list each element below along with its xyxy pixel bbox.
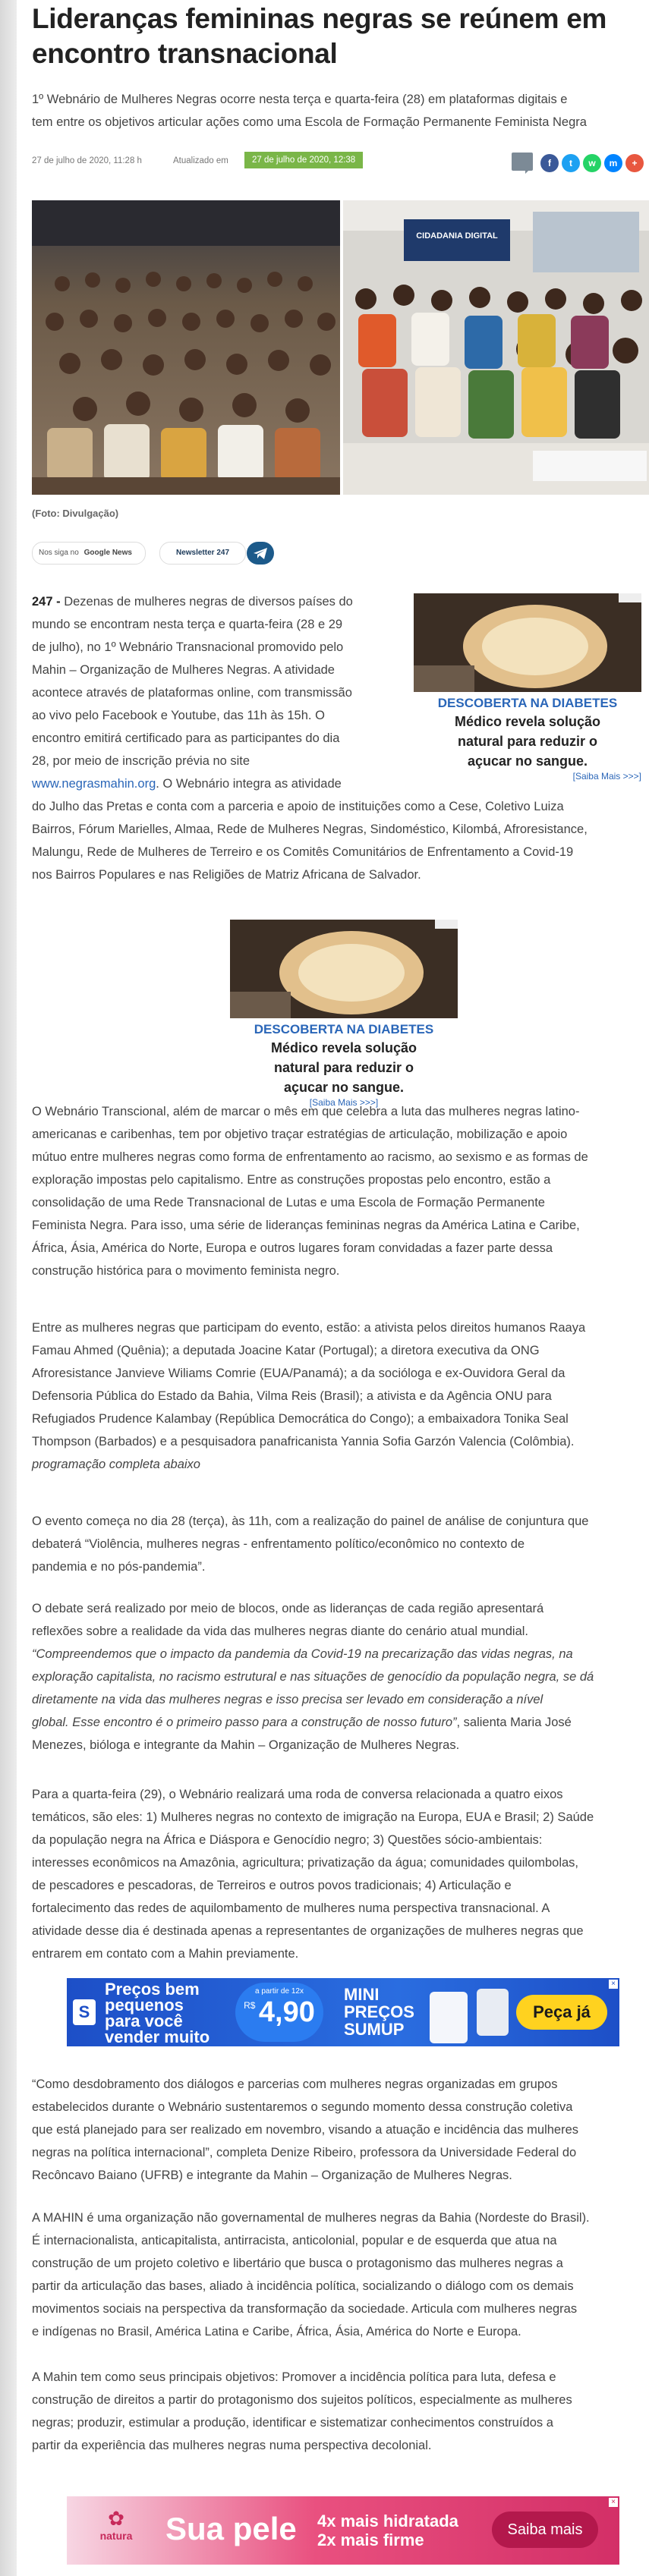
natura-benefits xyxy=(317,2512,458,2549)
p3-line: Afroresistance Janvieve Wiliams Comrie (EUA/Panamá); a da socióloga e ex-Ouvidora Geral da xyxy=(32,1367,566,1380)
p2-line: construção histórica para o movimento feminista negro. xyxy=(32,1264,340,1278)
p7-line: negras na política internacional”, completa Denize Ribeiro, professora da Universidade Federal do xyxy=(32,2146,577,2159)
ad-line: açucar no sangue. xyxy=(467,753,588,769)
ad-title: DESCOBERTA NA DIABETES xyxy=(437,696,618,710)
sumup-headline-line: vender muito xyxy=(105,2027,210,2046)
p8-line: e indígenas no Brasil, América Latina e Caribe, África, Ásia, América do Norte e Europa. xyxy=(32,2325,521,2339)
updated-date-badge: 27 de julho de 2020, 12:38 xyxy=(244,152,363,168)
p3-line: Entre as mulheres negras que participam do evento, estão: a ativista pelos direitos humanos Raaya xyxy=(32,1321,586,1335)
quote-line: exploração capitalista, no racismo estrutural e nas situações de genocídio da população negra, se dá xyxy=(32,1670,594,1684)
p3-line: Refugiados Prudence Kalambay (República Democrática do Congo); a embaixadora Tonika Seal xyxy=(32,1412,569,1426)
title-line-1: Lideranças femininas negras se reúnem em xyxy=(32,3,607,34)
p5-line: reflexões sobre a realidade da vida das mulheres negras diante do cenário atual mundial. xyxy=(32,1625,528,1638)
paragraph-1-continued xyxy=(32,795,649,886)
sumup-ad-banner[interactable] xyxy=(67,1978,619,2046)
sumup-headline-line: Preços bem xyxy=(105,1980,200,1999)
p7-line: “Como desdobramento dos diálogos e parcerias com mulheres negras organizadas em grupos xyxy=(32,2077,558,2091)
p5-line: Menezes, bióloga e integrante da Mahin – Organização de Mulheres Negras. xyxy=(32,1738,460,1752)
whatsapp-icon[interactable]: w xyxy=(583,154,601,172)
quote-line: diretamente na vida das mulheres negras e isso precisa ser levado em consideração a nível xyxy=(32,1693,543,1706)
p7-line: Recôncavo Baiano (UFRB) e integrante da Mahin – Organização de Mulheres Negras. xyxy=(32,2169,512,2182)
ad-line: natural para reduzir o xyxy=(457,734,598,749)
ad-more-link[interactable]: [Saiba Mais >>>] xyxy=(309,1097,379,1108)
ad-line: Médico revela solução xyxy=(270,1040,417,1055)
photo-caption: (Foto: Divulgação) xyxy=(32,508,119,519)
p7-line: estabelecidos durante o Webnário sustentaremos o segundo momento dessa construção coletiva xyxy=(32,2100,573,2114)
lead-line-2: tem entre os objetivos articular ações como uma Escola de Formação Permanente Feminista Negra xyxy=(32,115,587,129)
p2-line: exploração impostas pelo capitalismo. Entre as construções propostas pelo encontro, estão a xyxy=(32,1173,551,1187)
quote-line: “Compreendemos que o impacto da pandemia da Covid-19 na precarização das vidas negras, na xyxy=(32,1647,573,1661)
p2-line: americanas e caribenhas, tem por objetivo traçar estratégias de articulação, mobilização e apoio xyxy=(32,1128,568,1141)
follow-bar xyxy=(32,542,649,568)
p1-line: 28, por meio de inscrição prévia no site xyxy=(32,754,250,768)
more-icon[interactable]: + xyxy=(625,154,644,172)
ad-line: açucar no sangue. xyxy=(283,1080,405,1095)
p1-line: Malungu, Rede de Mulheres de Terreiro e os Comitês Comunitários de Enfrentamento a Covid-19 xyxy=(32,845,574,859)
google-follow-label: Nos siga no xyxy=(39,549,79,557)
p9-line: partir da experiência das mulheres negras numa perspectiva decolonial. xyxy=(32,2439,432,2452)
sumup-from: a partir de 12x xyxy=(255,1987,304,1996)
p6-line: fortalecimento das redes de aquilombamento de mulheres numa perspectiva transnacional. A xyxy=(32,1901,550,1915)
p8-line: A MAHIN é uma organização não governamental de mulheres negras da Bahia (Nordeste do Brasil). xyxy=(32,2211,590,2225)
natura-headline: Sua pele xyxy=(165,2511,297,2546)
ad-more-link[interactable]: [Saiba Mais >>>] xyxy=(572,771,641,782)
sumup-headline-line: para você xyxy=(105,2011,183,2030)
natura-benefit: 2x mais firme xyxy=(317,2530,424,2549)
card-reader-image xyxy=(477,1989,509,2036)
ad-line: Médico revela solução xyxy=(454,714,601,729)
lead-line-1: 1º Webnário de Mulheres Negras ocorre nesta terça e quarta-feira (28) em plataformas digitais e xyxy=(32,93,568,106)
p1-text: . O Webnário integra as atividade xyxy=(156,777,342,791)
p1-line: nos Bairros Populares e nas Religiões de Matriz Africana de Salvador. xyxy=(32,868,421,882)
p4-line: debaterá “Violência, mulheres negras - enfrentamento político/econômico no contexto de xyxy=(32,1537,525,1551)
paragraph-4 xyxy=(32,1510,649,1578)
ad-image xyxy=(414,593,641,692)
article-title xyxy=(32,0,649,71)
p4-line: pandemia e no pós-pandemia”. xyxy=(32,1560,206,1574)
sumup-cta-button[interactable]: Peça já xyxy=(516,1995,607,2030)
p8-line: movimentos sociais na perspectiva da transformação da sociedade. Articula com mulheres negras xyxy=(32,2302,578,2316)
p9-line: construção de direitos a partir do protagonismo dos sujeitos políticos, especialmente as mulheres xyxy=(32,2393,572,2407)
ad-title: DESCOBERTA NA DIABETES xyxy=(254,1022,434,1036)
ad-close-icon[interactable]: × xyxy=(609,2498,618,2507)
p5-line: O debate será realizado por meio de blocos, onde as lideranças de cada região apresentará xyxy=(32,1602,544,1615)
p1-line: de julho), no 1º Webnário Transnacional promovido pelo xyxy=(32,640,344,654)
publish-date: 27 de julho de 2020, 11:28 h xyxy=(32,156,142,165)
natura-benefit: 4x mais hidratada xyxy=(317,2512,458,2530)
meeting-photo xyxy=(343,200,649,495)
p1-line: ao vivo pelo Facebook e Youtube, das 11h às 15h. O xyxy=(32,709,325,722)
sumup-mini-line: MINI xyxy=(344,1985,380,2004)
facebook-icon[interactable]: f xyxy=(540,154,559,172)
paragraph-2 xyxy=(32,1100,649,1282)
p2-line: África, Ásia, América do Norte, Europa e outros lugares foram convidadas a fazer parte dessa xyxy=(32,1241,553,1255)
p9-line: A Mahin tem como seus principais objetivos: Promover a incidência política para luta, defesa e xyxy=(32,2370,556,2384)
audience-photo xyxy=(32,200,340,495)
google-news-label: Google News xyxy=(83,549,132,557)
p6-line: da população negra na África e Diáspora e Genocídio negro; 3) Questões sócio-ambientais: xyxy=(32,1833,543,1847)
p2-line: Feminista Negra. Para isso, uma série de lideranças femininas negras da América Latina e Caribe, xyxy=(32,1219,580,1232)
twitter-icon[interactable]: t xyxy=(562,154,580,172)
p8-line: É internacionalista, anticapitalista, antirracista, anticolonial, popular e de esquerda que atua na xyxy=(32,2234,557,2247)
left-scroll-gutter xyxy=(0,0,17,2576)
p1-text: Dezenas de mulheres negras de diversos países do xyxy=(64,595,353,609)
paragraph-1 xyxy=(32,590,415,795)
paragraph-9 xyxy=(32,2366,649,2457)
p8-line: partir da articulação das bases, aliado à incidência política, socializando o diálogo com os demais xyxy=(32,2279,574,2293)
p6-line: Para a quarta-feira (29), o Webnário realizará uma roda de conversa relacionada a quatro eixos xyxy=(32,1788,563,1801)
paragraph-8 xyxy=(32,2206,649,2343)
newsletter-label: Newsletter 247 xyxy=(175,549,230,557)
photo-sign-text: CIDADANIA DIGITAL xyxy=(416,231,498,241)
p3-line: Thompson (Barbados) e a pesquisadora panafricanista Yannia Sofia Garzón Valencia (Colômbia). xyxy=(32,1435,575,1448)
diabetes-ad-1[interactable] xyxy=(414,593,641,782)
sumup-mini-line: PREÇOS xyxy=(344,2002,414,2021)
p1-lead: 247 - xyxy=(32,595,65,609)
sumup-mini-text xyxy=(344,1986,414,2038)
sumup-headline-line: pequenos xyxy=(105,1996,184,2015)
paragraph-5 xyxy=(32,1597,649,1757)
p1-line xyxy=(32,590,415,613)
program-link[interactable]: programação completa abaixo xyxy=(32,1458,200,1471)
p1-line: mundo se encontram nesta terça e quarta-feira (28 e 29 xyxy=(32,618,343,631)
sumup-logo-icon: S xyxy=(73,1999,96,2025)
paragraph-3 xyxy=(32,1316,649,1476)
p6-line: entrarem em contato com a Mahin previamente. xyxy=(32,1947,299,1961)
title-line-2: encontro transnacional xyxy=(32,38,338,69)
p1-line: encontro emitirá certificado para as participantes do dia xyxy=(32,731,340,745)
p7-line: que está planejado para ser realizado em novembro, visando a atuação e incidência das mulheres xyxy=(32,2123,579,2137)
p9-line: negras; produzir, estimular a produção, identificar e sistematizar conhecimentos construídos a xyxy=(32,2416,553,2430)
newsletter-button[interactable] xyxy=(159,542,246,565)
telegram-icon[interactable] xyxy=(247,542,274,565)
ad-line: natural para reduzir o xyxy=(273,1060,414,1075)
paragraph-7 xyxy=(32,2073,649,2187)
article-lead xyxy=(32,88,649,134)
messenger-icon[interactable]: m xyxy=(604,154,622,172)
google-news-button[interactable] xyxy=(32,542,146,565)
article-photos xyxy=(32,200,649,495)
quote-attribution: , salienta Maria José xyxy=(456,1716,572,1729)
p1-line: acontece através de plataformas online, com transmissão xyxy=(32,686,352,700)
card-reader-image xyxy=(430,1992,468,2043)
article-meta xyxy=(32,149,649,176)
comment-icon[interactable] xyxy=(512,153,533,171)
p3-line: Defensoria Pública do Estado da Bahia, Vilma Reis (Brasil); a ativista e da Agência ONU para xyxy=(32,1389,552,1403)
sumup-mini-line: SUMUP xyxy=(344,2020,405,2039)
p2-line: consolidação de uma Rede Transnacional de Lutas e uma Escola de Formação Permanente xyxy=(32,1196,545,1209)
sumup-currency: R$ xyxy=(244,2000,256,2011)
p2-line: O Webnário Transcional, além de marcar o mês em que celebra a luta das mulheres negras latino- xyxy=(32,1105,580,1118)
natura-ad-banner[interactable] xyxy=(67,2496,619,2565)
updated-label: Atualizado em xyxy=(173,156,228,165)
p3-line: Famau Ahmed (Quênia); a deputada Joacine Katar (Portugal); a diretora executiva da ONG xyxy=(32,1344,540,1357)
p6-line: de pescadores e pescadoras, de Terreiros e outros povos tradicionais; 4) Articulação e xyxy=(32,1879,512,1892)
article xyxy=(32,0,649,568)
p1-line: Mahin – Organização de Mulheres Negras. A atividade xyxy=(32,663,335,677)
paragraph-6 xyxy=(32,1783,649,1965)
p4-line: O evento começa no dia 28 (terça), às 11h, com a realização do painel de análise de conjuntura que xyxy=(32,1514,589,1528)
p1-line: Bairros, Fórum Marielles, Almaa, Rede de Mulheres Negras, Sindoméstico, Kilombá, Afroresistance, xyxy=(32,822,588,836)
sumup-headline xyxy=(105,1981,210,2045)
ad-close-icon[interactable]: × xyxy=(609,1980,618,1989)
p6-line: temáticos, são eles: 1) Mulheres negras no contexto de imigração na Europa, EUA e Brasil; 2) Saúde xyxy=(32,1810,594,1824)
natura-brand: natura xyxy=(99,2530,133,2542)
p6-line: interesses econômicos na Amazônia, agricultura; privatização da água; comunidades quilombolas, xyxy=(32,1856,578,1870)
sumup-price-badge xyxy=(235,1983,323,2042)
natura-logo xyxy=(82,2507,150,2542)
natura-cta-button[interactable]: Saiba mais xyxy=(492,2512,598,2548)
mahin-site-link[interactable]: www.negrasmahin.org xyxy=(32,777,156,791)
ad-image xyxy=(230,920,458,1018)
diabetes-ad-2[interactable] xyxy=(230,920,458,1108)
natura-logo-icon: ✿ xyxy=(108,2507,124,2530)
quote-line: global. Esse encontro é o primeiro passo para a construção de nosso futuro” xyxy=(32,1716,457,1729)
p6-line: atividade desse dia é destinada apenas a representantes de organizações de mulheres negras que xyxy=(32,1924,584,1938)
p2-line: mútuo entre mulheres negras como forma de enfrentamento ao racismo, ao sexismo e as formas de xyxy=(32,1150,588,1164)
p1-line xyxy=(32,772,415,795)
p8-line: construção de um projeto coletivo e libertário que busca o protagonismo das mulheres negras a xyxy=(32,2257,563,2270)
sumup-price: 4,90 xyxy=(258,1996,315,2028)
p1-line: do Julho das Pretas e conta com a parceria e apoio de instituições como a Cese, Coletivo Luiza xyxy=(32,800,564,813)
